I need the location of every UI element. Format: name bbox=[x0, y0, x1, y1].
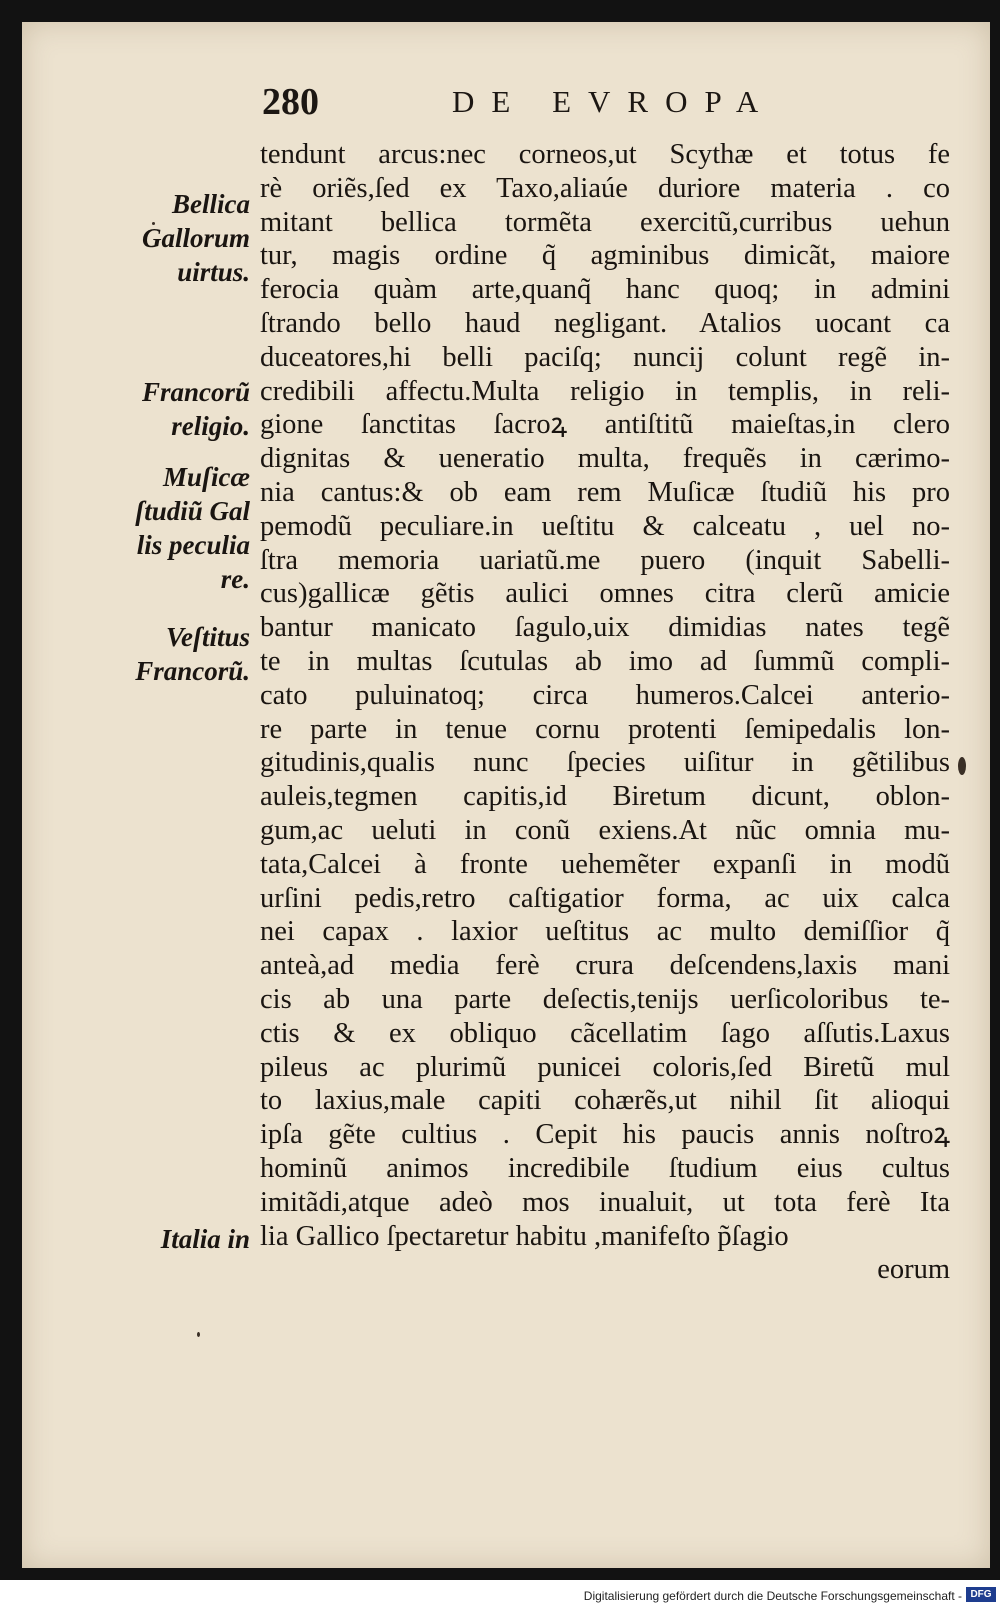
text-line: ipſa gẽte cultius . Cepit his paucis annis noſtroꝝ bbox=[260, 1119, 950, 1151]
margin-note-musicae bbox=[105, 460, 250, 596]
text-line: cis ab una parte deſectis,tenijs uerſicoloribus te- bbox=[260, 983, 950, 1015]
text-line: tendunt arcus:nec corneos,ut Scythæ et totus fe bbox=[260, 139, 950, 170]
margin-note-line: Francorũ. bbox=[135, 656, 250, 686]
margin-note-italia bbox=[105, 1222, 250, 1256]
margin-note-line: Bellica bbox=[172, 189, 250, 219]
text-line: nia cantus:& ob eam rem Muſicæ ſtudiũ his pro bbox=[260, 476, 950, 508]
body-text bbox=[260, 138, 950, 1287]
text-line: ferocia quàm arte,quanq̃ hanc quoq; in admini bbox=[260, 274, 950, 306]
text-line: to laxius,male capiti cohærẽs,ut nihil ſit alioqui bbox=[260, 1085, 950, 1117]
dfg-logo: DFG bbox=[966, 1587, 996, 1602]
text-line: dignitas & ueneratio multa, frequẽs in cærimo- bbox=[260, 443, 950, 475]
ink-speck bbox=[958, 757, 966, 775]
text-line: ctis & ex obliquo cãcellatim ſago aſſutis.Laxus bbox=[260, 1017, 950, 1049]
ink-speck bbox=[197, 1332, 200, 1337]
text-line: rè oriẽs,ſed ex Taxo,aliaúe duriore materia . co bbox=[260, 172, 950, 204]
text-line: re parte in tenue cornu protenti ſemipedalis lon- bbox=[260, 713, 950, 745]
text-line: tur, magis ordine q̃ agminibus dimicãt, maiore bbox=[260, 240, 950, 272]
text-line: credibili affectu.Multa religio in templis, in reli- bbox=[260, 375, 950, 407]
text-line: imitãdi,atque adeò mos inualuit, ut tota ferè Ita bbox=[260, 1186, 950, 1218]
running-title: DE EVROPA bbox=[452, 84, 776, 119]
footer-bar bbox=[0, 1582, 1000, 1614]
text-line: gione ſanctitas ſacroꝝ antiſtitũ maieſtas,in clero bbox=[260, 409, 950, 441]
text-line: auleis,tegmen capitis,id Biretum dicunt, oblon- bbox=[260, 781, 950, 813]
text-line: urſini pedis,retro caſtigatior forma, ac uix calca bbox=[260, 882, 950, 914]
funding-notice: Digitalisierung gefördert durch die Deutsche Forschungsgemeinschaft - bbox=[583, 1589, 962, 1603]
text-line: bantur manicato ſagulo,uix dimidias nates tegẽ bbox=[260, 612, 950, 644]
text-line: gitudinis,qualis nunc ſpecies uiſitur in gẽtilibus bbox=[260, 747, 950, 779]
margin-note-line: Gallorum bbox=[141, 223, 250, 253]
text-line: hominũ animos incredibile ſtudium eius cultus bbox=[260, 1152, 950, 1184]
text-line: pileus ac plurimũ punicei coloris,ſed Biretũ mul bbox=[260, 1051, 950, 1083]
text-line: te in multas ſcutulas ab imo ad ſummũ compli- bbox=[260, 645, 950, 677]
text-line: duceatores,hi belli paciſq; nuncij colunt regẽ in- bbox=[260, 341, 950, 373]
page-number: 280 bbox=[262, 81, 319, 123]
margin-note-line: Francorũ bbox=[141, 377, 250, 407]
margin-note-bellica bbox=[105, 187, 250, 289]
page-header bbox=[262, 80, 822, 136]
text-line: cus)gallicæ gẽtis aulici omnes citra clerũ amicie bbox=[260, 578, 950, 610]
text-line: ſtra memoria uariatũ.me puero (inquit Sabelli- bbox=[260, 544, 950, 576]
margin-note-line: ſtudiũ Gal bbox=[135, 496, 250, 526]
margin-note-vestitus bbox=[105, 620, 250, 688]
text-line: lia Gallico ſpectaretur habitu ,manifeſto p̃ſagio bbox=[260, 1220, 789, 1252]
margin-note-line: re. bbox=[220, 564, 250, 594]
text-line: cato puluinatoq; circa humeros.Calcei anterio- bbox=[260, 679, 950, 711]
margin-note-line: Muſicæ bbox=[163, 462, 250, 492]
text-line: tata,Calcei à fronte uehemẽter expanſi in modũ bbox=[260, 848, 950, 880]
margin-note-line: religio. bbox=[171, 411, 250, 441]
catchword: eorum bbox=[877, 1254, 950, 1286]
margin-note-line: Italia in bbox=[160, 1224, 250, 1254]
margin-note-line: Veſtitus bbox=[165, 622, 250, 652]
text-line: anteà,ad media ferè crura deſcendens,laxis mani bbox=[260, 950, 950, 982]
margin-note-religio bbox=[105, 375, 250, 443]
margin-note-line: lis peculia bbox=[136, 530, 250, 560]
text-line: pemodũ peculiare.in ueſtitu & calceatu , uel no- bbox=[260, 510, 950, 542]
text-line: mitant bellica tormẽta exercitũ,curribus uehun bbox=[260, 206, 950, 238]
text-line: gum,ac ueluti in conũ exiens.At nũc omnia mu- bbox=[260, 814, 950, 846]
margin-note-line: uirtus. bbox=[177, 257, 250, 287]
text-line: ſtrando bello haud negligant. Atalios uocant ca bbox=[260, 307, 950, 339]
text-line: nei capax . laxior ueſtitus ac multo demiſſior q̃ bbox=[260, 916, 950, 948]
